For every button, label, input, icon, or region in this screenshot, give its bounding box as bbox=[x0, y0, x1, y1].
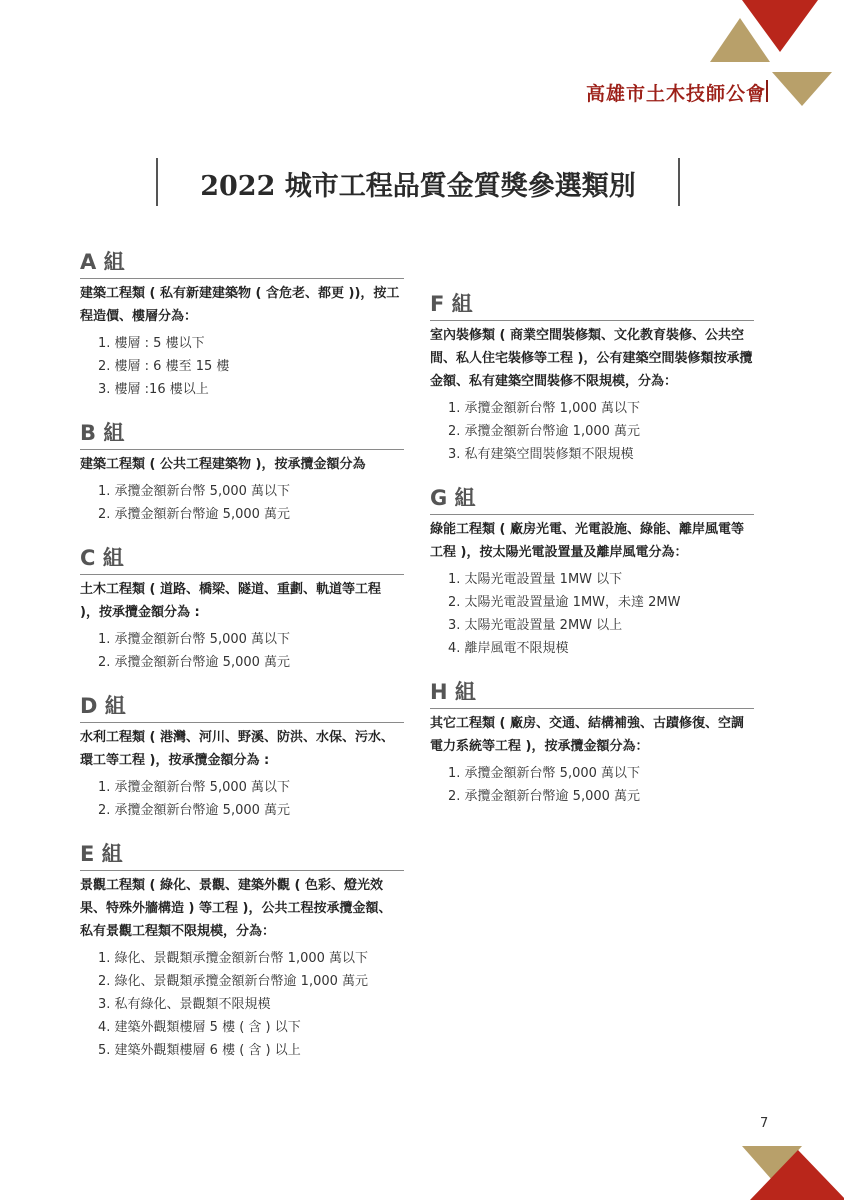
group-heading: B 組 bbox=[80, 419, 404, 450]
group-a bbox=[80, 248, 404, 401]
group-items bbox=[80, 776, 404, 822]
group-description: 綠能工程類 ( 廠房光電、光電設施、綠能、離岸風電等工程 )，按太陽光電設置量及離岸風電分為： bbox=[430, 522, 744, 560]
group-heading: D 組 bbox=[80, 692, 404, 723]
list-item: 2. 承攬金額新台幣逾 5,000 萬元 bbox=[98, 803, 291, 818]
list-item: 2. 綠化、景觀類承攬金額新台幣逾 1,000 萬元 bbox=[98, 974, 369, 989]
list-item: 1. 太陽光電設置量 1MW 以下 bbox=[448, 572, 623, 587]
group-items bbox=[430, 397, 754, 466]
group-description: 建築工程類 ( 公共工程建築物 )，按承攬金額分為 bbox=[80, 457, 366, 472]
page-title: 2022 城市工程品質金質獎參選類別 bbox=[200, 171, 636, 202]
group-items bbox=[80, 628, 404, 674]
header-divider bbox=[766, 80, 768, 102]
group-heading: A 組 bbox=[80, 248, 404, 279]
list-item: 2. 承攬金額新台幣逾 5,000 萬元 bbox=[98, 507, 291, 522]
list-item: 1. 綠化、景觀類承攬金額新台幣 1,000 萬以下 bbox=[98, 951, 369, 966]
list-item: 3. 私有建築空間裝修類不限規模 bbox=[448, 447, 634, 462]
gold-triangle-decoration bbox=[772, 72, 832, 106]
list-item: 1. 承攬金額新台幣 5,000 萬以下 bbox=[98, 632, 291, 647]
group-heading: G 組 bbox=[430, 484, 754, 515]
left-column bbox=[80, 248, 404, 1062]
group-description: 土木工程類 ( 道路、橋梁、隧道、重劃、軌道等工程 )，按承攬金額分為 : bbox=[80, 582, 381, 620]
red-triangle-decoration bbox=[750, 1150, 844, 1200]
group-h bbox=[430, 678, 754, 808]
group-items bbox=[80, 947, 404, 1062]
list-item: 2. 承攬金額新台幣逾 1,000 萬元 bbox=[448, 424, 641, 439]
page-title-block bbox=[156, 158, 680, 206]
group-description: 水利工程類 ( 港灣、河川、野溪、防洪、水保、污水、環工等工程 )，按承攬金額分為 : bbox=[80, 730, 394, 768]
list-item: 1. 樓層 : 5 樓以下 bbox=[98, 336, 205, 351]
right-column bbox=[430, 290, 754, 808]
group-description: 建築工程類 ( 私有新建建築物 ( 含危老、都更 ))，按工程造價、樓層分為： bbox=[80, 286, 400, 324]
group-items bbox=[430, 762, 754, 808]
group-d bbox=[80, 692, 404, 822]
list-item: 1. 承攬金額新台幣 5,000 萬以下 bbox=[98, 780, 291, 795]
list-item: 5. 建築外觀類樓層 6 樓 ( 含 ) 以上 bbox=[98, 1043, 301, 1058]
page-number: 7 bbox=[760, 1116, 769, 1131]
list-item: 3. 樓層 :16 樓以上 bbox=[98, 382, 209, 397]
group-f bbox=[430, 290, 754, 466]
group-b bbox=[80, 419, 404, 526]
group-e bbox=[80, 840, 404, 1062]
group-heading: F 組 bbox=[430, 290, 754, 321]
group-g bbox=[430, 484, 754, 660]
list-item: 4. 離岸風電不限規模 bbox=[448, 641, 569, 656]
title-divider bbox=[678, 158, 680, 206]
list-item: 2. 樓層 : 6 樓至 15 樓 bbox=[98, 359, 230, 374]
organization-name: 高雄市土木技師公會 bbox=[585, 83, 766, 105]
list-item: 1. 承攬金額新台幣 5,000 萬以下 bbox=[448, 766, 641, 781]
group-heading: E 組 bbox=[80, 840, 404, 871]
group-description: 景觀工程類 ( 綠化、景觀、建築外觀 ( 色彩、燈光效果、特殊外牆構造 ) 等工程 )，公共工程按承攬金額、私有景觀工程類不限規模，分為： bbox=[80, 878, 392, 939]
list-item: 4. 建築外觀類樓層 5 樓 ( 含 ) 以下 bbox=[98, 1020, 301, 1035]
group-c bbox=[80, 544, 404, 674]
gold-triangle-decoration bbox=[710, 18, 770, 62]
group-items bbox=[80, 480, 404, 526]
list-item: 3. 太陽光電設置量 2MW 以上 bbox=[448, 618, 623, 633]
group-description: 室內裝修類 ( 商業空間裝修類、文化教育裝修、公共空間、私人住宅裝修等工程 )，公有建築空間裝修類按承攬金額、私有建築空間裝修不限規模，分為： bbox=[430, 328, 753, 389]
list-item: 2. 承攬金額新台幣逾 5,000 萬元 bbox=[448, 789, 641, 804]
group-items bbox=[430, 568, 754, 660]
group-heading: H 組 bbox=[430, 678, 754, 709]
list-item: 1. 承攬金額新台幣 1,000 萬以下 bbox=[448, 401, 641, 416]
list-item: 2. 承攬金額新台幣逾 5,000 萬元 bbox=[98, 655, 291, 670]
list-item: 1. 承攬金額新台幣 5,000 萬以下 bbox=[98, 484, 291, 499]
group-heading: C 組 bbox=[80, 544, 404, 575]
group-description: 其它工程類 ( 廠房、交通、結構補強、古蹟修復、空調電力系統等工程 )，按承攬金額分為： bbox=[430, 716, 744, 754]
group-items bbox=[80, 332, 404, 401]
list-item: 2. 太陽光電設置量逾 1MW，未達 2MW bbox=[448, 595, 681, 610]
list-item: 3. 私有綠化、景觀類不限規模 bbox=[98, 997, 271, 1012]
